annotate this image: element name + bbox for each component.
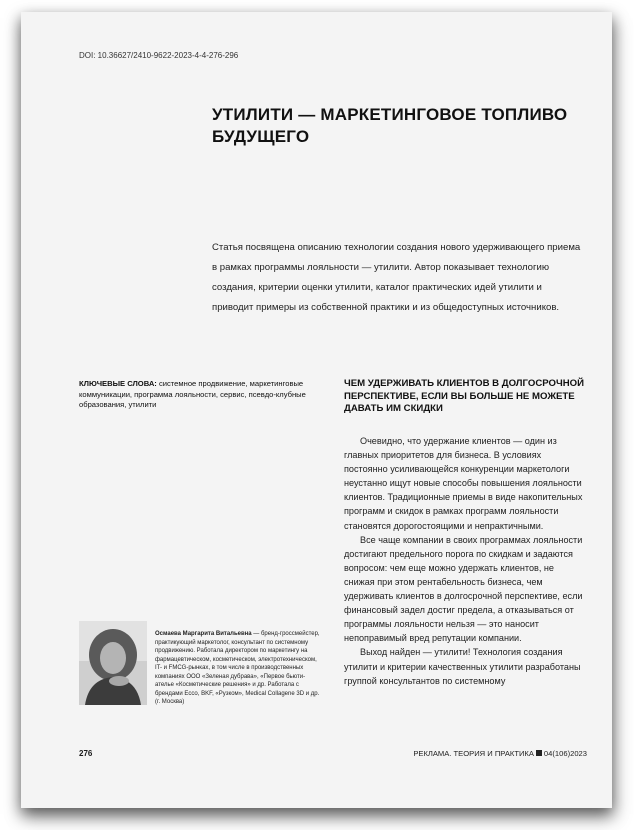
keywords-label: КЛЮЧЕВЫЕ СЛОВА: xyxy=(79,379,157,388)
article-body xyxy=(344,434,584,688)
author-portrait-image xyxy=(79,621,147,705)
square-bullet-icon xyxy=(536,750,542,756)
journal-name: РЕКЛАМА. ТЕОРИЯ И ПРАКТИКА xyxy=(413,749,534,758)
journal-footer xyxy=(413,749,587,758)
journal-issue: 04(106)2023 xyxy=(543,749,587,758)
abstract: Статья посвящена описанию технологии создания нового удерживающего приема в рамках программы лояльности — утилити. Автор показывает технологию создания, критерии оценки утилити, каталог практических идей утилити и приводит примеры из собственной практики и из общедоступных источников. xyxy=(212,242,581,313)
page-number: 276 xyxy=(79,749,93,758)
author-name: Осмаева Маргарита Витальевна xyxy=(155,631,252,637)
body-paragraph: Выход найден — утилити! Технология создания утилити и критерии качественных утилити разработаны группой консультантов по системному xyxy=(344,647,581,686)
keywords xyxy=(79,379,319,411)
body-paragraph: Все чаще компании в своих программах лояльности достигают предельного порога по скидкам и задаются вопросом: чем еще можно удержать клиентов, не снижая при этом рентабельность бизнеса, чем удерживать клиентов в долгосрочной перспективе, если финансовый задел достиг предела, а отказываться от программы лояльности нельзя — это наносит непоправимый вред репутации компании. xyxy=(344,534,583,644)
body-paragraph: Очевидно, что удержание клиентов — один из главных приоритетов для бизнеса. В условиях постоянно усиливающейся конкуренции маркетологи неустанно ищут новые способы повышения лояльности клиентов. Традиционные приемы в виде накопительных программ и скидок в рамках программ лояльности становятся дорогостоящими и непрактичными. xyxy=(344,436,583,531)
author-description: — бренд-гроссмейстер, практикующий маркетолог, консультант по системному продвижению. Работала директором по маркетингу на фармацевтическом, косметическом, электротехническом, IT- и FMCG-рынках, в том числе в производственных компаниях ООО «Зеленая дубрава», «Первое бьюти-ателье «Косметические решения» и др. Работала с брендами Ecco, BKF, «Рузком», Medical Collagene 3D и др. (г. Москва) xyxy=(155,631,320,705)
keywords-text: системное продвижение, маркетинговые коммуникации, программа лояльности, сервис, псевдо-клубные образования, утилити xyxy=(79,379,306,409)
section-heading: ЧЕМ УДЕРЖИВАТЬ КЛИЕНТОВ В ДОЛГОСРОЧНОЙ ПЕРСПЕКТИВЕ, ЕСЛИ ВЫ БОЛЬШЕ НЕ МОЖЕТЕ ДАВАТЬ ИМ СКИДКИ xyxy=(344,378,585,414)
journal-page xyxy=(21,12,612,808)
author-photo xyxy=(79,621,147,705)
doi: DOI: 10.36627/2410-9622-2023-4-4-276-296 xyxy=(79,51,239,60)
author-bio xyxy=(155,630,321,707)
article-title: УТИЛИТИ — МАРКЕТИНГОВОЕ ТОПЛИВО БУДУЩЕГО xyxy=(212,105,568,146)
